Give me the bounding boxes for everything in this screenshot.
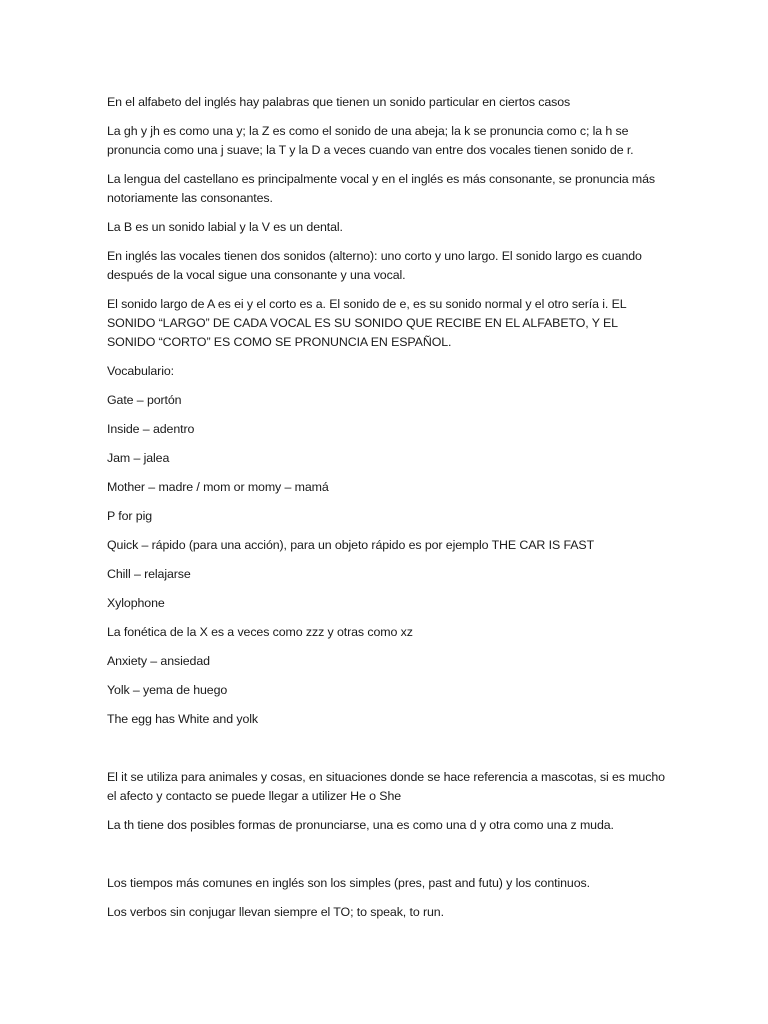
vocab-item: Mother – madre / mom or momy – mamá: [107, 480, 329, 494]
paragraph-tenses: Los tiempos más comunes en inglés son los simples (pres, past and futu) y los continuos.: [107, 876, 590, 890]
paragraph-b-v: La B es un sonido labial y la V es un dental.: [107, 220, 343, 234]
vocab-item: Xylophone: [107, 596, 165, 610]
vocab-item: Gate – portón: [107, 393, 182, 407]
vocab-item: Quick – rápido (para una acción), para un objeto rápido es por ejemplo THE CAR IS FAST: [107, 538, 595, 552]
vocab-item: Yolk – yema de huego: [107, 683, 228, 697]
vocab-item: P for pig: [107, 509, 153, 523]
paragraph-consonant-sounds: La gh y jh es como una y; la Z es como el sonido de una abeja; la k se pronuncia como c; la h se pronuncia como una j suave; la T y la D a veces cuando van entre dos vocales tienen sonido de r.: [107, 124, 634, 157]
paragraph-vowels: En inglés las vocales tienen dos sonidos (alterno): uno corto y uno largo. El sonido largo es cuando después de la vocal sigue una consonante y una vocal.: [107, 249, 642, 282]
paragraph-long-short: El sonido largo de A es ei y el corto es a. El sonido de e, es su sonido normal y el otro sería i. EL SONIDO “LARGO” DE CADA VOCAL ES SU SONIDO QUE RECIBE EN EL ALFABETO, Y EL SONIDO “CORTO” ES COMO SE PRONUNCIA EN ESPAÑOL.: [107, 297, 627, 349]
vocab-item: The egg has White and yolk: [107, 712, 258, 726]
vocab-item: Chill – relajarse: [107, 567, 191, 581]
document-body: [107, 93, 667, 932]
paragraph-castellano: La lengua del castellano es principalmente vocal y en el inglés es más consonante, se pronuncia más notoriamente las consonantes.: [107, 172, 656, 205]
spacer: [107, 739, 667, 768]
vocabulary-heading: Vocabulario:: [107, 364, 174, 378]
paragraph-it-usage: El it se utiliza para animales y cosas, en situaciones donde se hace referencia a mascotas, si es mucho el afecto y contacto se puede llegar a utilizer He o She: [107, 770, 665, 803]
vocab-item: La fonética de la X es a veces como zzz y otras como xz: [107, 625, 413, 639]
paragraph-th-sound: La th tiene dos posibles formas de pronunciarse, una es como una d y otra como una z muda.: [107, 818, 614, 832]
spacer: [107, 845, 667, 874]
vocab-item: Jam – jalea: [107, 451, 170, 465]
paragraph-infinitive: Los verbos sin conjugar llevan siempre el TO; to speak, to run.: [107, 905, 444, 919]
paragraph-intro: En el alfabeto del inglés hay palabras que tienen un sonido particular en ciertos casos: [107, 95, 571, 109]
vocab-item: Anxiety – ansiedad: [107, 654, 210, 668]
vocab-item: Inside – adentro: [107, 422, 195, 436]
